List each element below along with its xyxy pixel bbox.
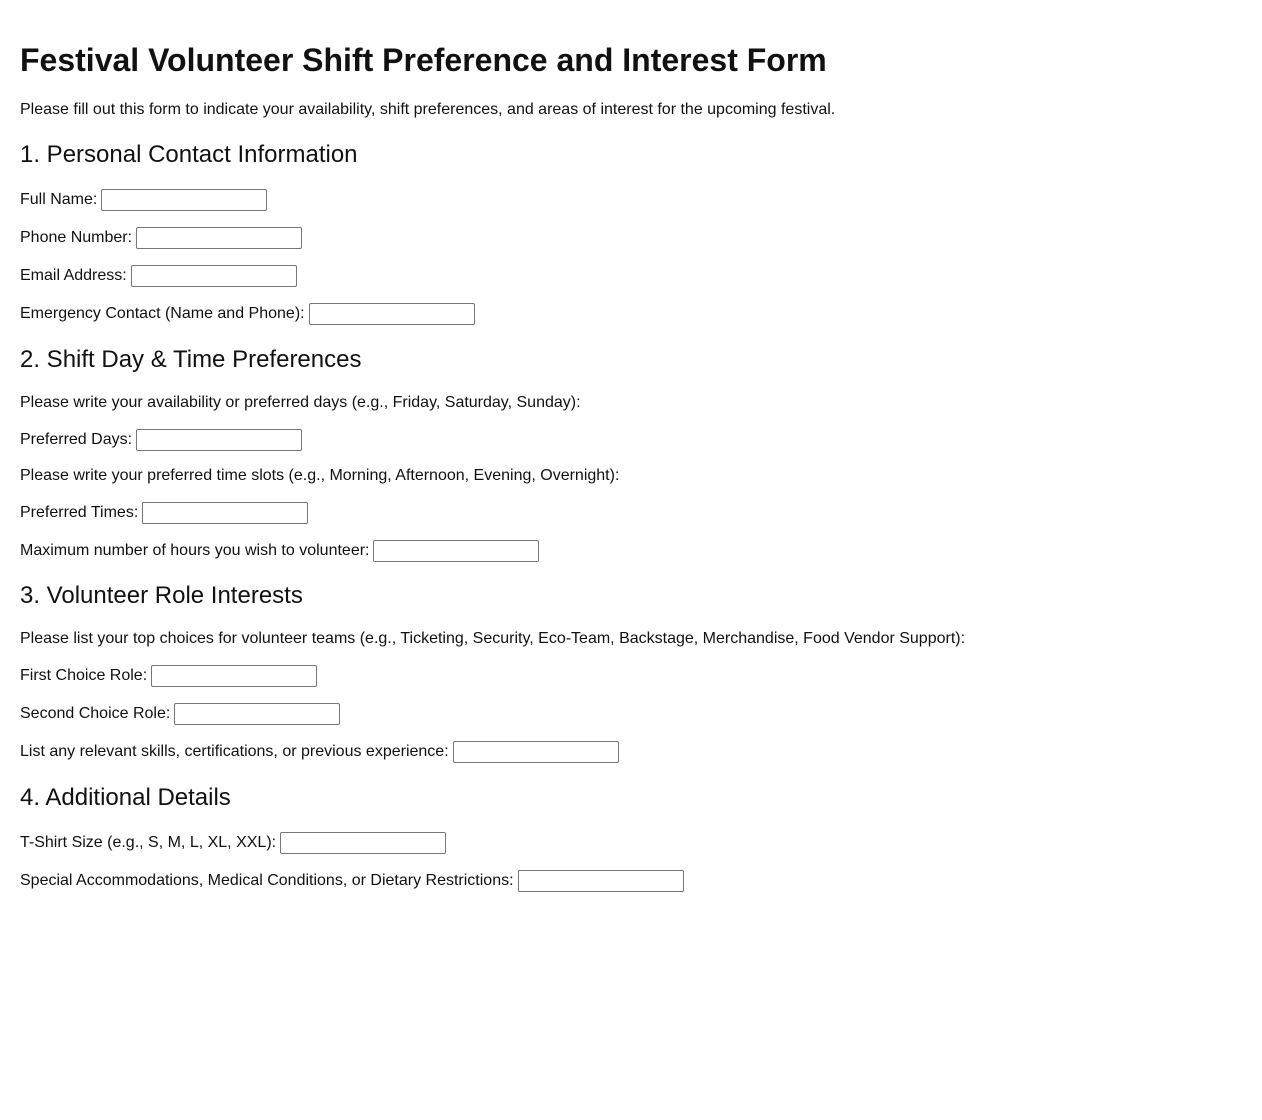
preferred-days-input[interactable] [136,429,302,451]
max-hours-label: Maximum number of hours you wish to volunteer: [20,542,370,559]
section-heading-additional: 4. Additional Details [20,784,231,811]
tshirt-size-row [20,832,446,854]
max-hours-row [20,540,539,562]
skills-experience-input[interactable] [453,741,619,763]
full-name-label: Full Name: [20,191,98,208]
days-instruction: Please write your availability or preferred days (e.g., Friday, Saturday, Sunday): [20,394,581,411]
phone-number-row [20,227,302,249]
emergency-contact-row [20,303,475,325]
form-intro: Please fill out this form to indicate your availability, shift preferences, and areas of interest for the upcoming festival. [20,101,836,118]
email-address-label: Email Address: [20,267,127,284]
section-heading-personal: 1. Personal Contact Information [20,141,358,168]
full-name-input[interactable] [101,189,267,211]
preferred-times-row [20,502,308,524]
tshirt-size-input[interactable] [280,832,446,854]
phone-number-input[interactable] [136,227,302,249]
second-choice-role-row [20,703,340,725]
emergency-contact-label: Emergency Contact (Name and Phone): [20,305,305,322]
skills-experience-label: List any relevant skills, certifications, or previous experience: [20,743,449,760]
skills-experience-row [20,741,619,763]
second-choice-role-label: Second Choice Role: [20,705,171,722]
preferred-days-label: Preferred Days: [20,431,133,448]
roles-instruction: Please list your top choices for volunteer teams (e.g., Ticketing, Security, Eco-Team, Backstage, Merchandise, Food Vendor Support): [20,630,966,647]
emergency-contact-input[interactable] [309,303,475,325]
section-heading-shift: 2. Shift Day & Time Preferences [20,346,362,373]
first-choice-role-input[interactable] [151,665,317,687]
special-accommodations-input[interactable] [518,870,684,892]
page-title: Festival Volunteer Shift Preference and Interest Form [20,42,827,78]
tshirt-size-label: T-Shirt Size (e.g., S, M, L, XL, XXL): [20,834,277,851]
email-address-row [20,265,297,287]
full-name-row [20,189,267,211]
second-choice-role-input[interactable] [174,703,340,725]
special-accommodations-row [20,870,684,892]
first-choice-role-label: First Choice Role: [20,667,148,684]
preferred-days-row [20,429,302,451]
times-instruction: Please write your preferred time slots (e.g., Morning, Afternoon, Evening, Overnight): [20,467,620,484]
phone-number-label: Phone Number: [20,229,133,246]
special-accommodations-label: Special Accommodations, Medical Conditions, or Dietary Restrictions: [20,872,514,889]
email-address-input[interactable] [131,265,297,287]
section-heading-roles: 3. Volunteer Role Interests [20,582,303,609]
max-hours-input[interactable] [373,540,539,562]
preferred-times-input[interactable] [142,502,308,524]
first-choice-role-row [20,665,317,687]
preferred-times-label: Preferred Times: [20,504,139,521]
